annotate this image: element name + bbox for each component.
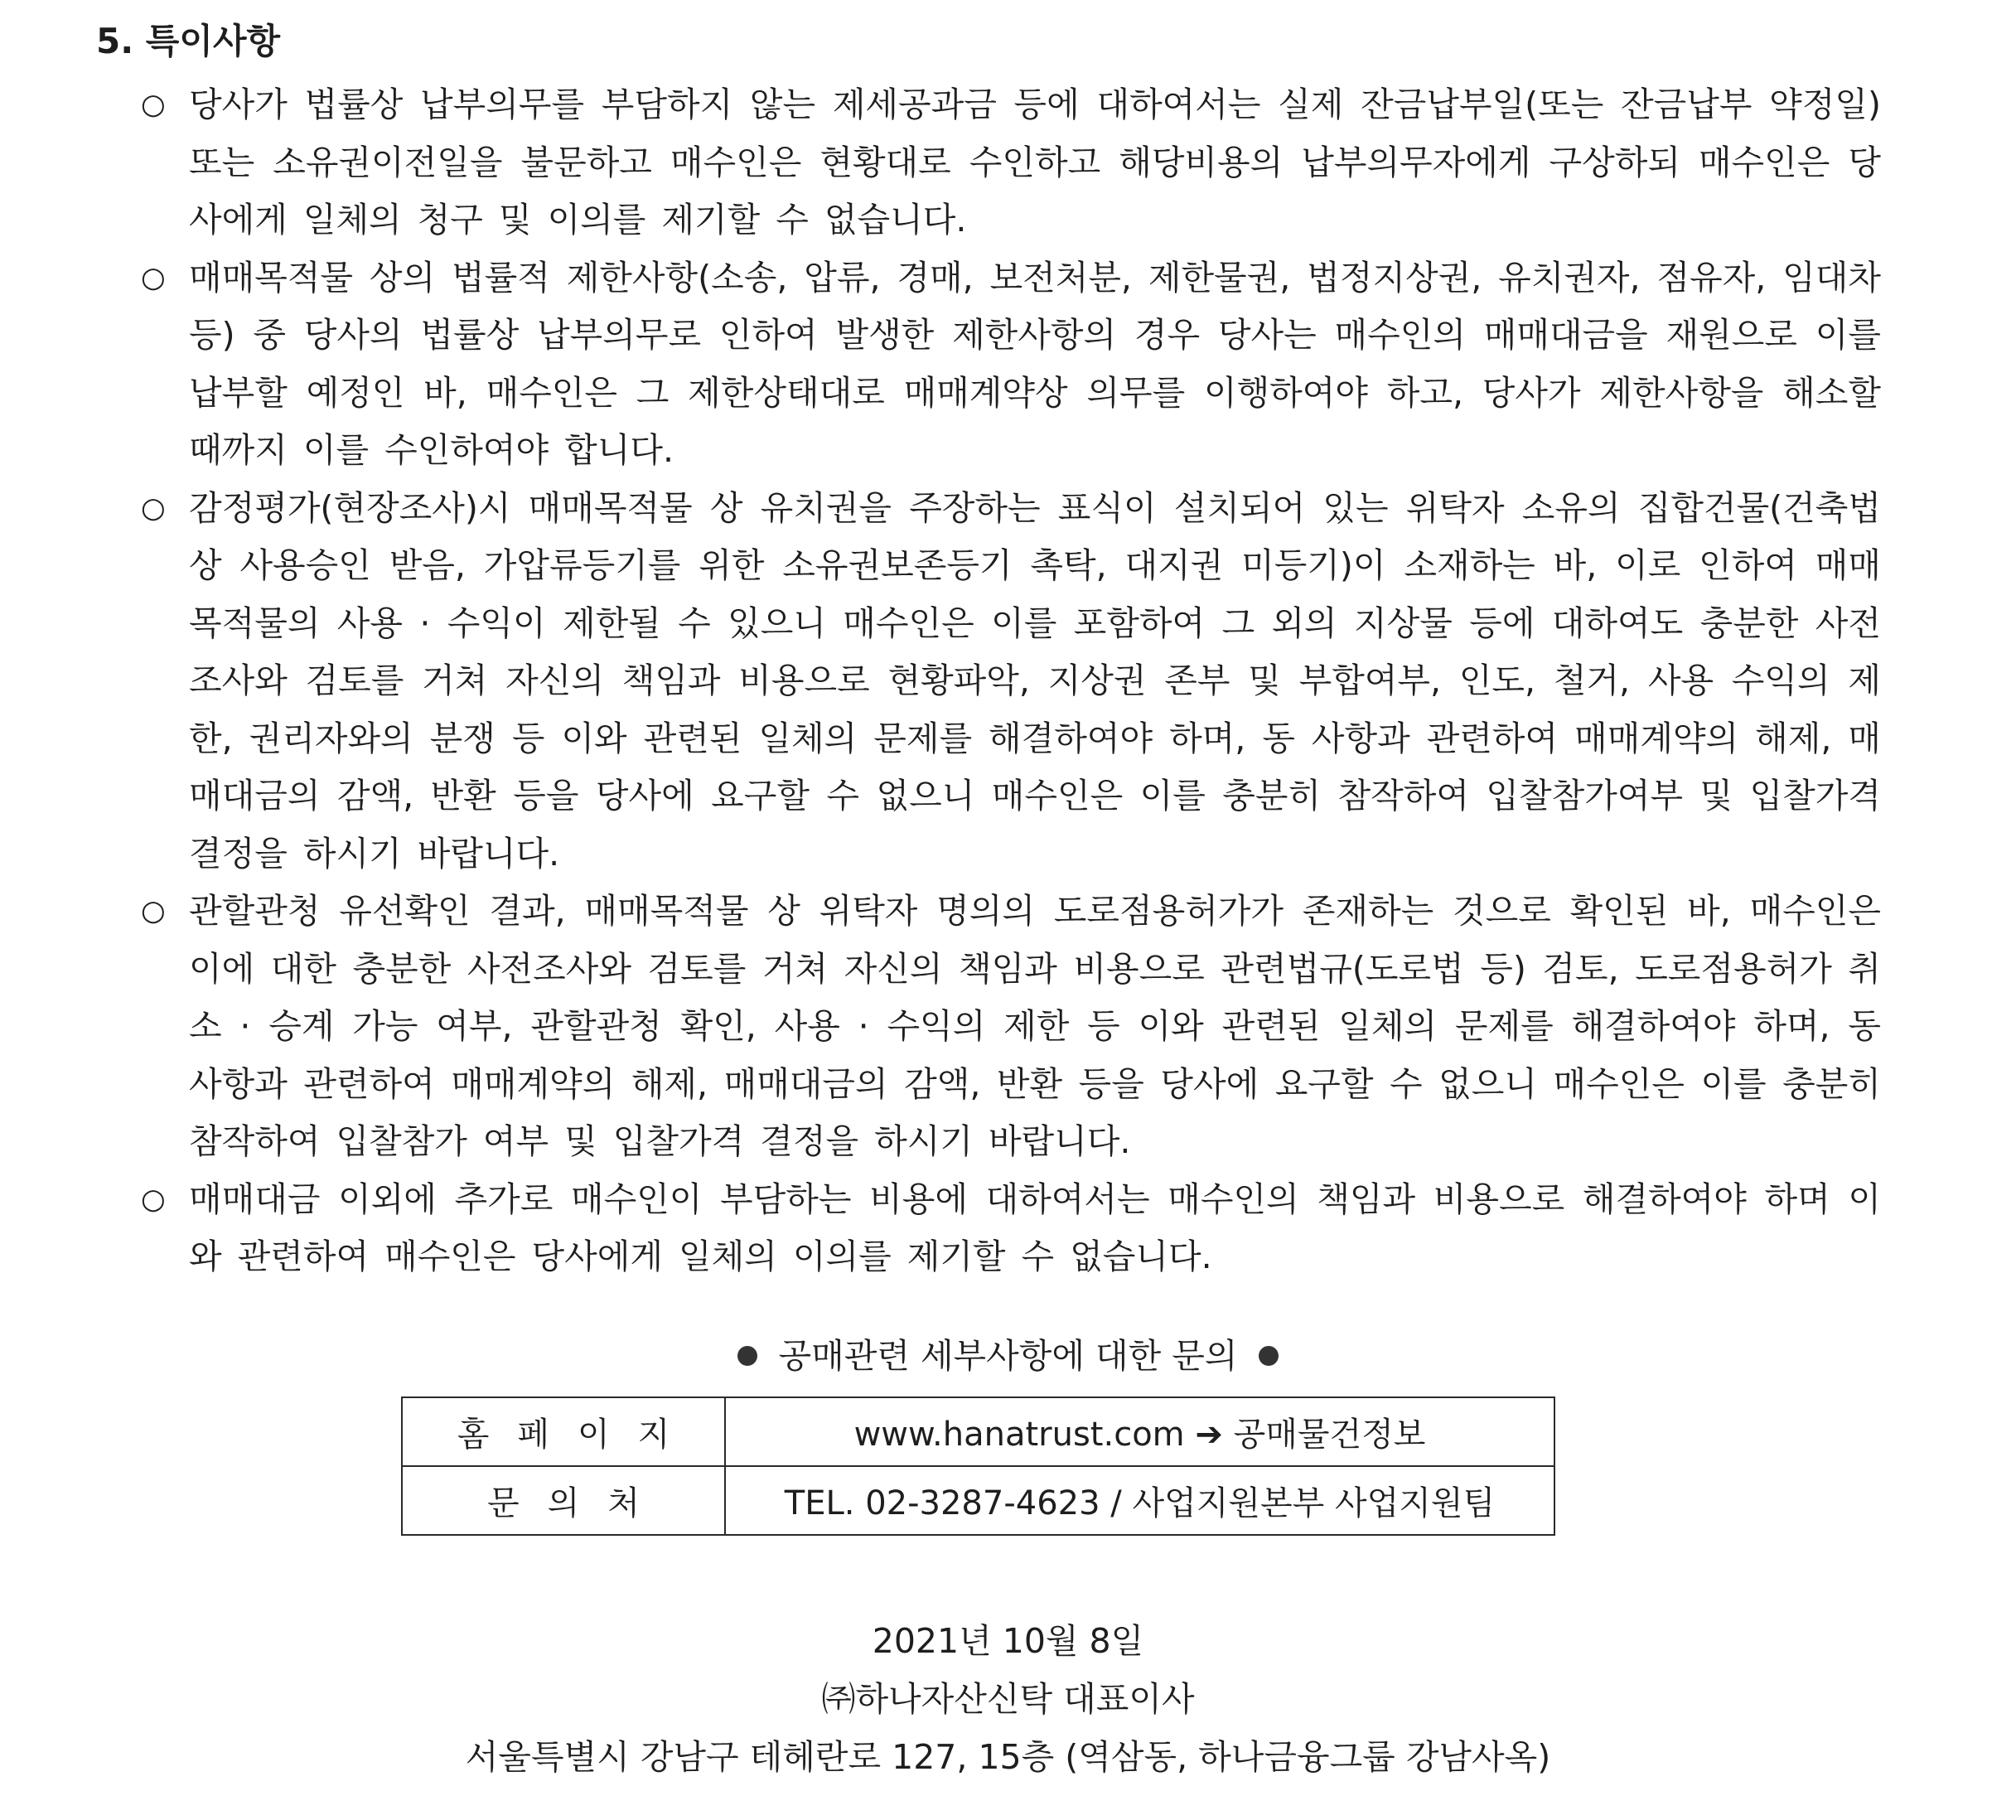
list-item-text: 매매목적물 상의 법률적 제한사항(소송, 압류, 경매, 보전처분, 제한물권, 법정지상권, 유치권자, 점유자, 임대차 등) 중 당사의 법률상 납부의무로 인하여 발생한 제한사항의 경우 당사는 매수인의 매매대금을 재원으로 이를 납부할 예정인 바, 매수인은 그 제한상태대로 매매계약상 의무를 이행하여야 하고, 당사가 제한사항을 해소할 때까지 이를 수인하여야 합니다. [189, 257, 1881, 470]
contact-value: TEL. 02-3287-4623 / 사업지원본부 사업지원팀 [725, 1466, 1554, 1535]
circle-bullet-icon: ○ [141, 1182, 166, 1216]
list-item-text: 관할관청 유선확인 결과, 매매목적물 상 위탁자 명의의 도로점용허가가 존재하는 것으로 확인된 바, 매수인은 이에 대한 충분한 사전조사와 검토를 거쳐 자신의 책임과 비용으로 관련법규(도로법 등) 검토, 도로점용허가 취소 · 승계 가능 여부, 관할관청 확인, 사용 · 수익의 제한 등 이와 관련된 일체의 문제를 해결하여야 하며, 동 사항과 관련하여 매매계약의 해제, 매매대금의 감액, 반환 등을 당사에 요구할 수 없으니 매수인은 이를 충분히 참작하여 입찰참가 여부 및 입찰가격 결정을 하시기 바랍니다. [189, 891, 1881, 1161]
inquiry-heading-text: 공매관련 세부사항에 대한 문의 [778, 1336, 1238, 1376]
company-address: 서울특별시 강남구 테헤란로 127, 15층 (역삼동, 하나금융그룹 강남사옥) [465, 1737, 1551, 1777]
section-title: 5. 특이사항 [96, 21, 281, 61]
list-item-text: 당사가 법률상 납부의무를 부담하지 않는 제세공과금 등에 대하여서는 실제 잔금납부일(또는 잔금납부 약정일) 또는 소유권이전일을 불문하고 매수인은 현황대로 수인하고 해당비용의 납부의무자에게 구상하되 매수인은 당사에게 일체의 청구 및 이의를 제기할 수 없습니다. [189, 85, 1881, 240]
circle-bullet-icon: ○ [141, 88, 166, 121]
list-item [133, 883, 1881, 1171]
list-item-text: 감정평가(현장조사)시 매매목적물 상 유치권을 주장하는 표식이 설치되어 있는 위탁자 소유의 집합건물(건축법 상 사용승인 받음, 가압류등기를 위한 소유권보존등기 촉탁, 대지권 미등기)이 소재하는 바, 이로 인하여 매매목적물의 사용 · 수익이 제한될 수 있으니 매수인은 이를 포함하여 그 외의 지상물 등에 대하여도 충분한 사전조사와 검토를 거쳐 자신의 책임과 비용으로 현황파악, 지상권 존부 및 부합여부, 인도, 철거, 사용 수익의 제한, 권리자와의 분쟁 등 이와 관련된 일체의 문제를 해결하여야 하며, 동 사항과 관련하여 매매계약의 해제, 매매대금의 감액, 반환 등을 당사에 요구할 수 없으니 매수인은 이를 충분히 참작하여 입찰참가여부 및 입찰가격 결정을 하시기 바랍니다. [189, 487, 1881, 874]
list-item [133, 1171, 1881, 1286]
circle-bullet-icon: ○ [141, 260, 166, 294]
list-item [133, 480, 1881, 883]
special-notes-list [133, 76, 1881, 1286]
homepage-value[interactable]: www.hanatrust.com ➔ 공매물건정보 [725, 1397, 1554, 1466]
list-item [133, 249, 1881, 480]
table-row [402, 1397, 1554, 1466]
list-item-text: 매매대금 이외에 추가로 매수인이 부담하는 비용에 대하여서는 매수인의 책임과 비용으로 해결하여야 하며 이와 관련하여 매수인은 당사에게 일체의 이의를 제기할 수 없습니다. [189, 1179, 1881, 1276]
contact-table [401, 1396, 1555, 1536]
table-cell-label: 문의처 [402, 1466, 725, 1535]
bullet-dot-icon [737, 1346, 757, 1366]
bullet-dot-icon [1259, 1346, 1279, 1366]
table-row [402, 1466, 1554, 1535]
circle-bullet-icon: ○ [141, 491, 166, 525]
circle-bullet-icon: ○ [141, 894, 166, 927]
list-item [133, 76, 1881, 249]
issue-date: 2021년 10월 8일 [872, 1621, 1144, 1661]
company-name: ㈜하나자산신탁 대표이사 [821, 1679, 1195, 1719]
table-cell-label: 홈페이지 [402, 1397, 725, 1466]
inquiry-heading [0, 1331, 2016, 1381]
